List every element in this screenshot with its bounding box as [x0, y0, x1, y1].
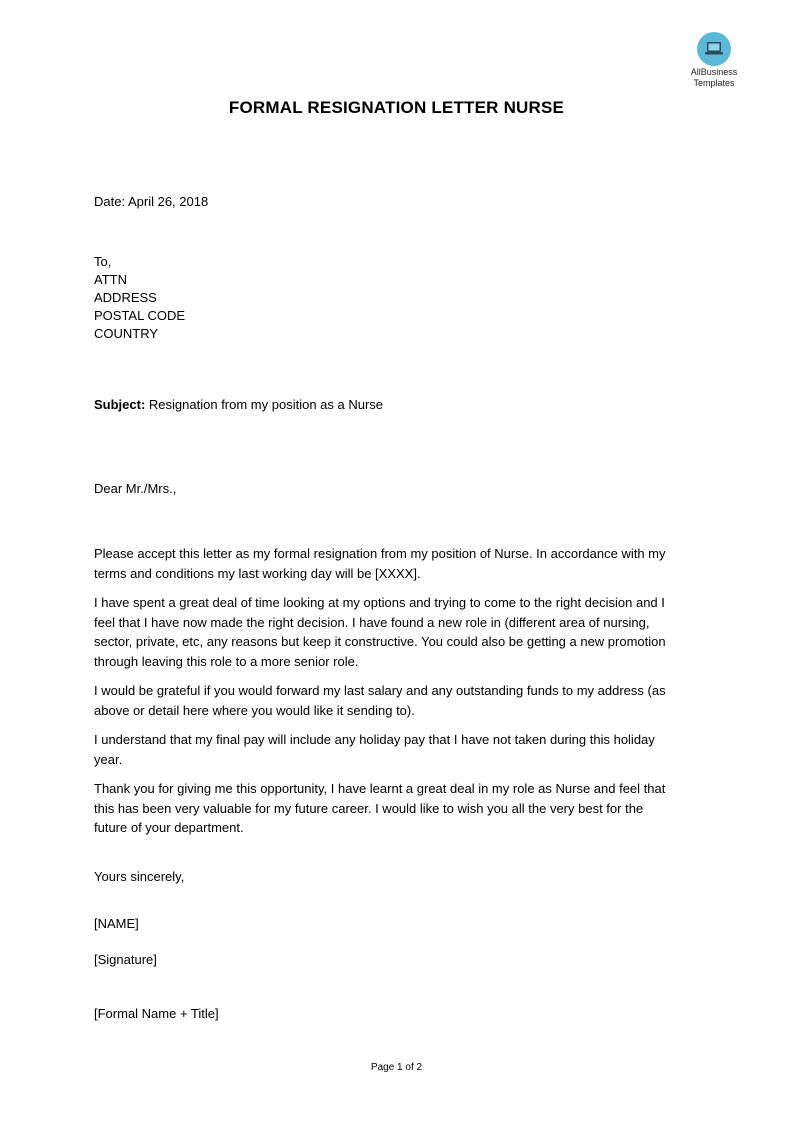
paragraph-line: I understand that my final pay will include any holiday pay that I have not taken during this holiday: [94, 732, 655, 747]
body-paragraph: [94, 730, 694, 769]
document-title: FORMAL RESIGNATION LETTER NURSE: [228, 98, 565, 117]
laptop-icon: [697, 32, 731, 66]
date-line: Date: April 26, 2018: [94, 194, 209, 209]
closing: Yours sincerely,: [94, 869, 185, 884]
paragraph-line: year.: [94, 751, 123, 767]
formal-name-placeholder: [Formal Name + Title]: [94, 1006, 219, 1021]
logo-text-line1: AllBusiness: [690, 67, 738, 77]
paragraph-line: this has been very valuable for my future career. I would like to wish you all the very best for the: [94, 800, 644, 816]
body-paragraph: [94, 779, 694, 838]
paragraph-line: Please accept this letter as my formal resignation from my position of Nurse. In accordance with my: [94, 546, 666, 561]
subject-text: Resignation from my position as a Nurse: [148, 397, 384, 412]
name-placeholder: [NAME]: [94, 916, 139, 931]
paragraph-line: I would be grateful if you would forward my last salary and any outstanding funds to my address (as: [94, 683, 666, 698]
paragraph-line: above or detail here where you would like it sending to).: [94, 702, 415, 718]
logo-text-line2: Templates: [693, 78, 735, 88]
recipient-address: ADDRESS: [94, 290, 157, 305]
signature-placeholder: [Signature]: [94, 952, 157, 967]
salutation: Dear Mr./Mrs.,: [94, 481, 177, 496]
subject-line: [94, 396, 383, 414]
body-paragraph: [94, 681, 694, 720]
paragraph-line: Thank you for giving me this opportunity, I have learnt a great deal in my role as Nurse and feel that: [94, 781, 666, 796]
body-paragraph: [94, 593, 694, 671]
recipient-attn: ATTN: [94, 272, 127, 287]
subject-label: Subject:: [94, 397, 146, 412]
recipient-country: COUNTRY: [94, 326, 159, 341]
paragraph-line: I have spent a great deal of time looking at my options and trying to come to the right decision and I: [94, 595, 665, 610]
paragraph-line: sector, private, etc, any reasons but keep it constructive. You could also be getting a new promotion: [94, 634, 666, 649]
paragraph-line: feel that I have now made the right decision. I have found a new role in (different area of nursing,: [94, 614, 650, 630]
paragraph-line: terms and conditions my last working day will be [XXXX].: [94, 565, 421, 581]
paragraph-line: future of your department.: [94, 820, 244, 835]
recipient-to: To,: [94, 254, 112, 269]
paragraph-line: through leaving this role to a more senior role.: [94, 653, 359, 669]
page-number: Page 1 of 2: [370, 1062, 423, 1073]
brand-logo: [684, 32, 744, 88]
body-paragraph: [94, 544, 694, 583]
recipient-postal-code: POSTAL CODE: [94, 308, 186, 323]
